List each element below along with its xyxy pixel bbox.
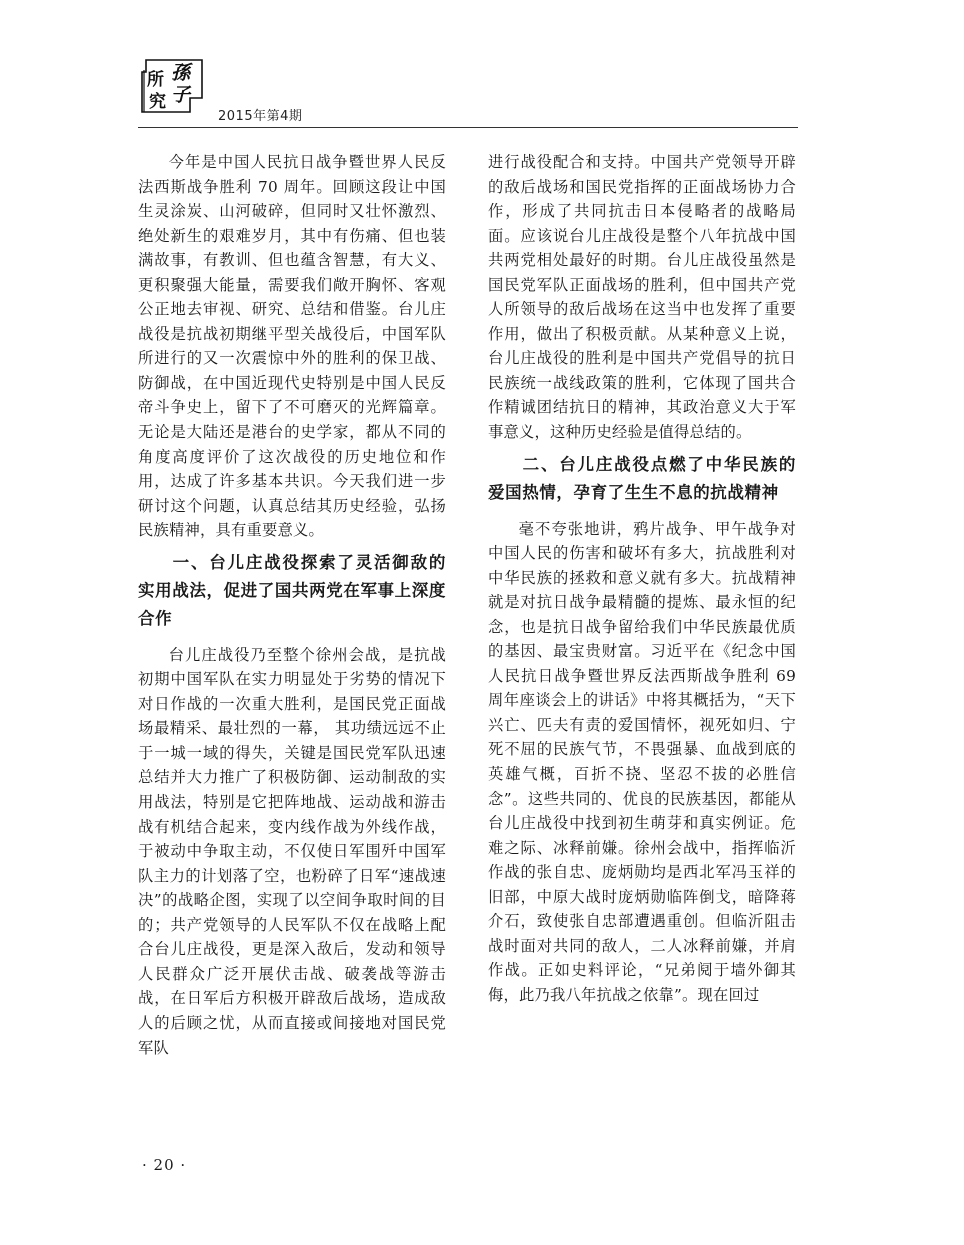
intro-paragraph: 今年是中国人民抗日战争暨世界人民反法西斯战争胜利 70 周年。回顾这段让中国生灵涂炭、山河破碎，但同时又壮怀激烈、绝处新生的艰难岁月，其中有伤痛、但也装满故事，有教训、但也蕴含智慧，有大义、更积聚强大能量，需要我们敞开胸怀、客观公正地去审视、研究、总结和借鉴。台儿庄战役是抗战初期继平型关战役后，中国军队所进行的又一次震惊中外的胜利的保卫战、防御战，在中国近现代史特别是中国人民反帝斗争史上，留下了不可磨灭的光辉篇章。无论是大陆还是港台的史学家，都从不同的角度高度评价了这次战役的历史地位和作用，达成了许多基本共识。今天我们进一步研讨这个问题，认真总结其历史经验，弘扬民族精神，具有重要意义。 — [138, 153, 446, 540]
section-1-heading: 一、台儿庄战役探索了灵活御敌的实用战法，促进了国共两党在军事上深度合作 — [138, 552, 446, 628]
left-column — [138, 150, 446, 1060]
journal-logo — [138, 54, 210, 120]
svg-text:子: 子 — [171, 84, 191, 106]
svg-text:究: 究 — [149, 92, 166, 112]
continuation-paragraph: 进行战役配合和支持。中国共产党领导开辟的敌后战场和国民党指挥的正面战场协力合作，形成了共同抗击日本侵略者的战略局面。应该说台儿庄战役是整个八年抗战中国共两党相处最好的时期。台儿庄战役虽然是国民党军队正面战场的胜利，但中国共产党人所领导的敌后战场在这当中也发挥了重要作用，做出了积极贡献。从某种意义上说，台儿庄战役的胜利是中国共产党倡导的抗日民族统一战线政策的胜利，它体现了国共合作精诚团结抗日的精神，其政治意义大于军事意义，这种历史经验是值得总结的。 — [488, 153, 796, 442]
section-2-paragraph: 毫不夸张地讲，鸦片战争、甲午战争对中国人民的伤害和破坏有多大，抗战胜利对中华民族的拯救和意义就有多大。抗战精神就是对抗日战争最精髓的提炼、最永恒的纪念，也是抗日战争留给我们中华民族最优质的基因、最宝贵财富。习近平在《纪念中国人民抗日战争暨世界反法西斯战争胜利 69 周年座谈会上的讲话》中将其概括为，“天下兴亡、匹夫有责的爱国情怀，视死如归、宁死不屈的民族气节，不畏强暴、血战到底的英雄气概，百折不挠、坚忍不拔的必胜信念”。这些共同的、优良的民族基因，都能从台儿庄战役中找到初生萌芽和真实例证。危难之际、冰释前嫌。徐州会战中，指挥临沂作战的张自忠、庞炳勋均是西北军冯玉祥的旧部，中原大战时庞炳勋临阵倒戈，暗降蒋介石，致使张自忠部遭遇重创。但临沂阻击战时面对共同的敌人，二人冰释前嫌，并肩作战。正如史料评论，“兄弟阋于墙外御其侮，此乃我八年抗战之依靠”。现在回过 — [488, 519, 796, 1004]
right-column — [488, 150, 796, 1008]
section-2-heading: 二、台儿庄战役点燃了中华民族的爱国热情，孕育了生生不息的抗战精神 — [488, 454, 796, 502]
svg-text:所: 所 — [147, 70, 164, 90]
svg-text:孫: 孫 — [171, 62, 191, 84]
page-number: · 20 · — [142, 1156, 187, 1174]
page-header — [138, 50, 798, 130]
header-rule — [138, 127, 798, 128]
section-1-paragraph: 台儿庄战役乃至整个徐州会战，是抗战初期中国军队在实力明显处于劣势的情况下对日作战的一次重大胜利，是国民党正面战场最精采、最壮烈的一幕， 其功绩远远不止于一城一域的得失，关键是国民党军队迅速总结并大力推广了积极防御、运动制敌的实用战法，特别是它把阵地战、运动战和游击战有机结合起来，变内线作战为外线作战，于被动中争取主动，不仅使日军围歼中国军队主力的计划落了空，也粉碎了日军“速战速决”的战略企图，实现了以空间争取时间的目的；共产党领导的人民军队不仅在战略上配合台儿庄战役，更是深入敌后，发动和领导人民群众广泛开展伏击战、破袭战等游击战，在日军后方积极开辟敌后战场，造成敌人的后顾之忧，从而直接或间接地对国民党军队 — [138, 645, 446, 1057]
issue-label: 2015年第4期 — [218, 109, 303, 124]
